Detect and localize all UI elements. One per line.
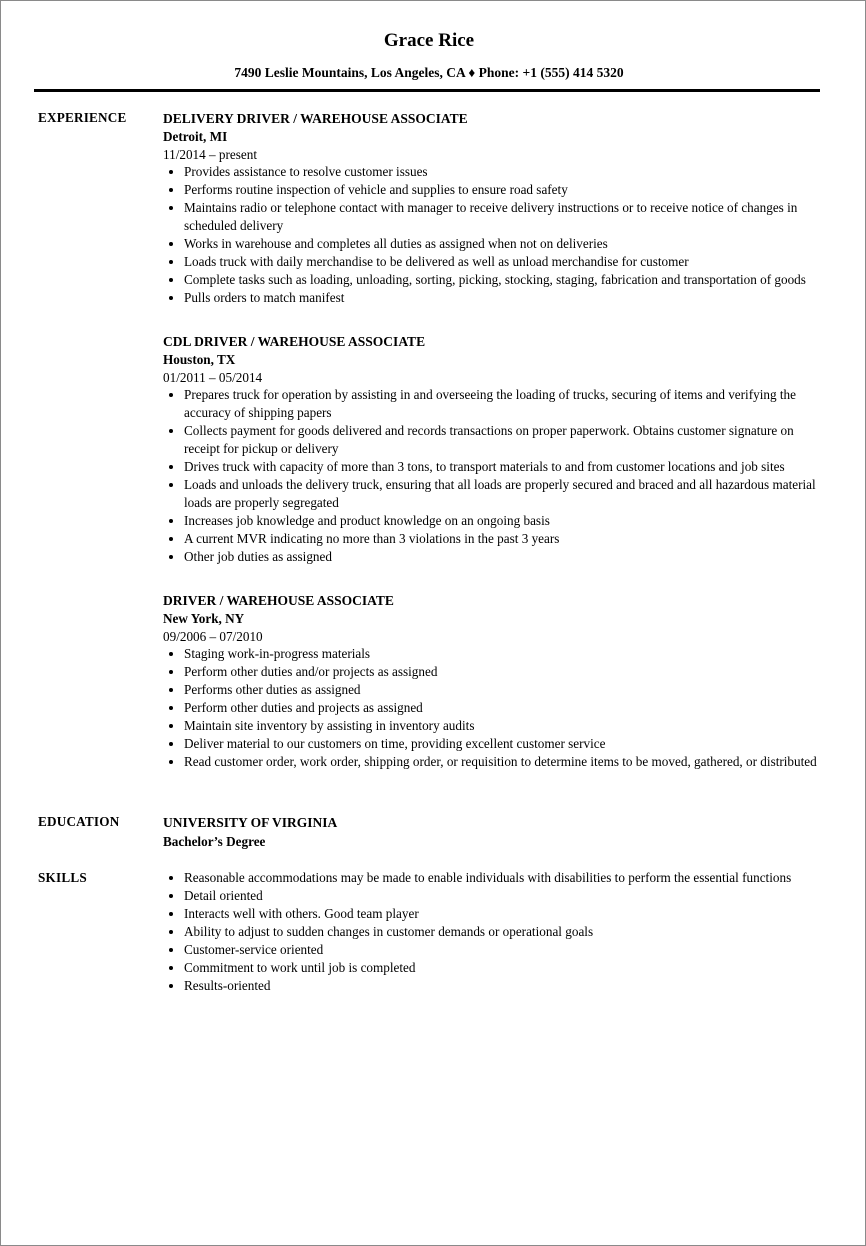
header-divider (34, 89, 820, 92)
skills-label: SKILLS (38, 870, 87, 885)
job-dates: 09/2006 – 07/2010 (163, 629, 263, 644)
bullet-item: • Increases job knowledge and product knowledge on an ongoing basis (184, 512, 820, 530)
bullet-item: • Maintain site inventory by assisting in inventory audits (184, 717, 820, 735)
bullet-item: • Collects payment for goods delivered and records transactions on proper paperwork. Obtains customer signature on receipt for pickup or delivery (184, 422, 820, 458)
job-bullets (163, 645, 820, 771)
bullet-item: • Ability to adjust to sudden changes in customer demands or operational goals (184, 923, 820, 941)
bullet-item: • A current MVR indicating no more than 3 violations in the past 3 years (184, 530, 820, 548)
job-location: Houston, TX (163, 352, 236, 367)
bullet-item: • Detail oriented (184, 887, 820, 905)
bullet-item: • Interacts well with others. Good team player (184, 905, 820, 923)
bullet-item: • Works in warehouse and completes all duties as assigned when not on deliveries (184, 235, 820, 253)
education-degree: Bachelor’s Degree (163, 834, 266, 849)
education-school: UNIVERSITY OF VIRGINIA (163, 815, 338, 830)
job-title: DRIVER / WAREHOUSE ASSOCIATE (163, 593, 394, 608)
job-entry (163, 332, 820, 566)
bullet-item: • Performs routine inspection of vehicle and supplies to ensure road safety (184, 181, 820, 199)
bullet-item: • Staging work-in-progress materials (184, 645, 820, 663)
bullet-item: • Pulls orders to match manifest (184, 289, 820, 307)
candidate-name: Grace Rice (383, 30, 475, 51)
contact-line: 7490 Leslie Mountains, Los Angeles, CA ♦ Phone: +1 (555) 414 5320 (234, 65, 624, 80)
bullet-item: • Perform other duties and/or projects as assigned (184, 663, 820, 681)
job-location: Detroit, MI (163, 129, 228, 144)
education-label: EDUCATION (38, 814, 120, 829)
experience-label: EXPERIENCE (38, 110, 127, 125)
resume-page-inner (1, 1, 865, 1245)
job-title: CDL DRIVER / WAREHOUSE ASSOCIATE (163, 334, 426, 349)
bullet-item: • Loads truck with daily merchandise to be delivered as well as unload merchandise for customer (184, 253, 820, 271)
job-bullets (163, 386, 820, 566)
job-location: New York, NY (163, 611, 245, 626)
section-skills (38, 869, 820, 995)
bullet-item: • Performs other duties as assigned (184, 681, 820, 699)
job-title: DELIVERY DRIVER / WAREHOUSE ASSOCIATE (163, 111, 468, 126)
resume-header (38, 29, 820, 92)
skills-content (163, 869, 820, 995)
job-dates: 11/2014 – present (163, 147, 258, 162)
experience-jobs (163, 109, 820, 771)
bullet-item: • Drives truck with capacity of more than 3 tons, to transport materials to and from customer locations and job sites (184, 458, 820, 476)
bullet-item: • Maintains radio or telephone contact with manager to receive delivery instructions or to receive notice of changes in scheduled delivery (184, 199, 820, 235)
bullet-item: • Other job duties as assigned (184, 548, 820, 566)
bullet-item: • Reasonable accommodations may be made to enable individuals with disabilities to perform the essential functions (184, 869, 820, 887)
section-education (38, 813, 820, 851)
bullet-item: • Commitment to work until job is completed (184, 959, 820, 977)
bullet-item: • Read customer order, work order, shipping order, or requisition to determine items to be moved, gathered, or distributed (184, 753, 820, 771)
job-dates: 01/2011 – 05/2014 (163, 370, 263, 385)
job-entry (163, 591, 820, 771)
bullet-item: • Perform other duties and projects as assigned (184, 699, 820, 717)
skills-list (163, 869, 820, 995)
section-experience (38, 109, 820, 771)
bullet-item: • Prepares truck for operation by assisting in and overseeing the loading of trucks, securing of items and verifying the accuracy of shipping papers (184, 386, 820, 422)
job-entry (163, 109, 820, 307)
bullet-item: • Results-oriented (184, 977, 820, 995)
bullet-item: • Provides assistance to resolve customer issues (184, 163, 820, 181)
bullet-item: • Complete tasks such as loading, unloading, sorting, picking, stocking, staging, fabrication and transportation of goods (184, 271, 820, 289)
bullet-item: • Loads and unloads the delivery truck, ensuring that all loads are properly secured and braced and all hazardous material loads are properly segregated (184, 476, 820, 512)
job-bullets (163, 163, 820, 307)
bullet-item: • Customer-service oriented (184, 941, 820, 959)
education-content (163, 813, 820, 851)
bullet-item: • Deliver material to our customers on time, providing excellent customer service (184, 735, 820, 753)
